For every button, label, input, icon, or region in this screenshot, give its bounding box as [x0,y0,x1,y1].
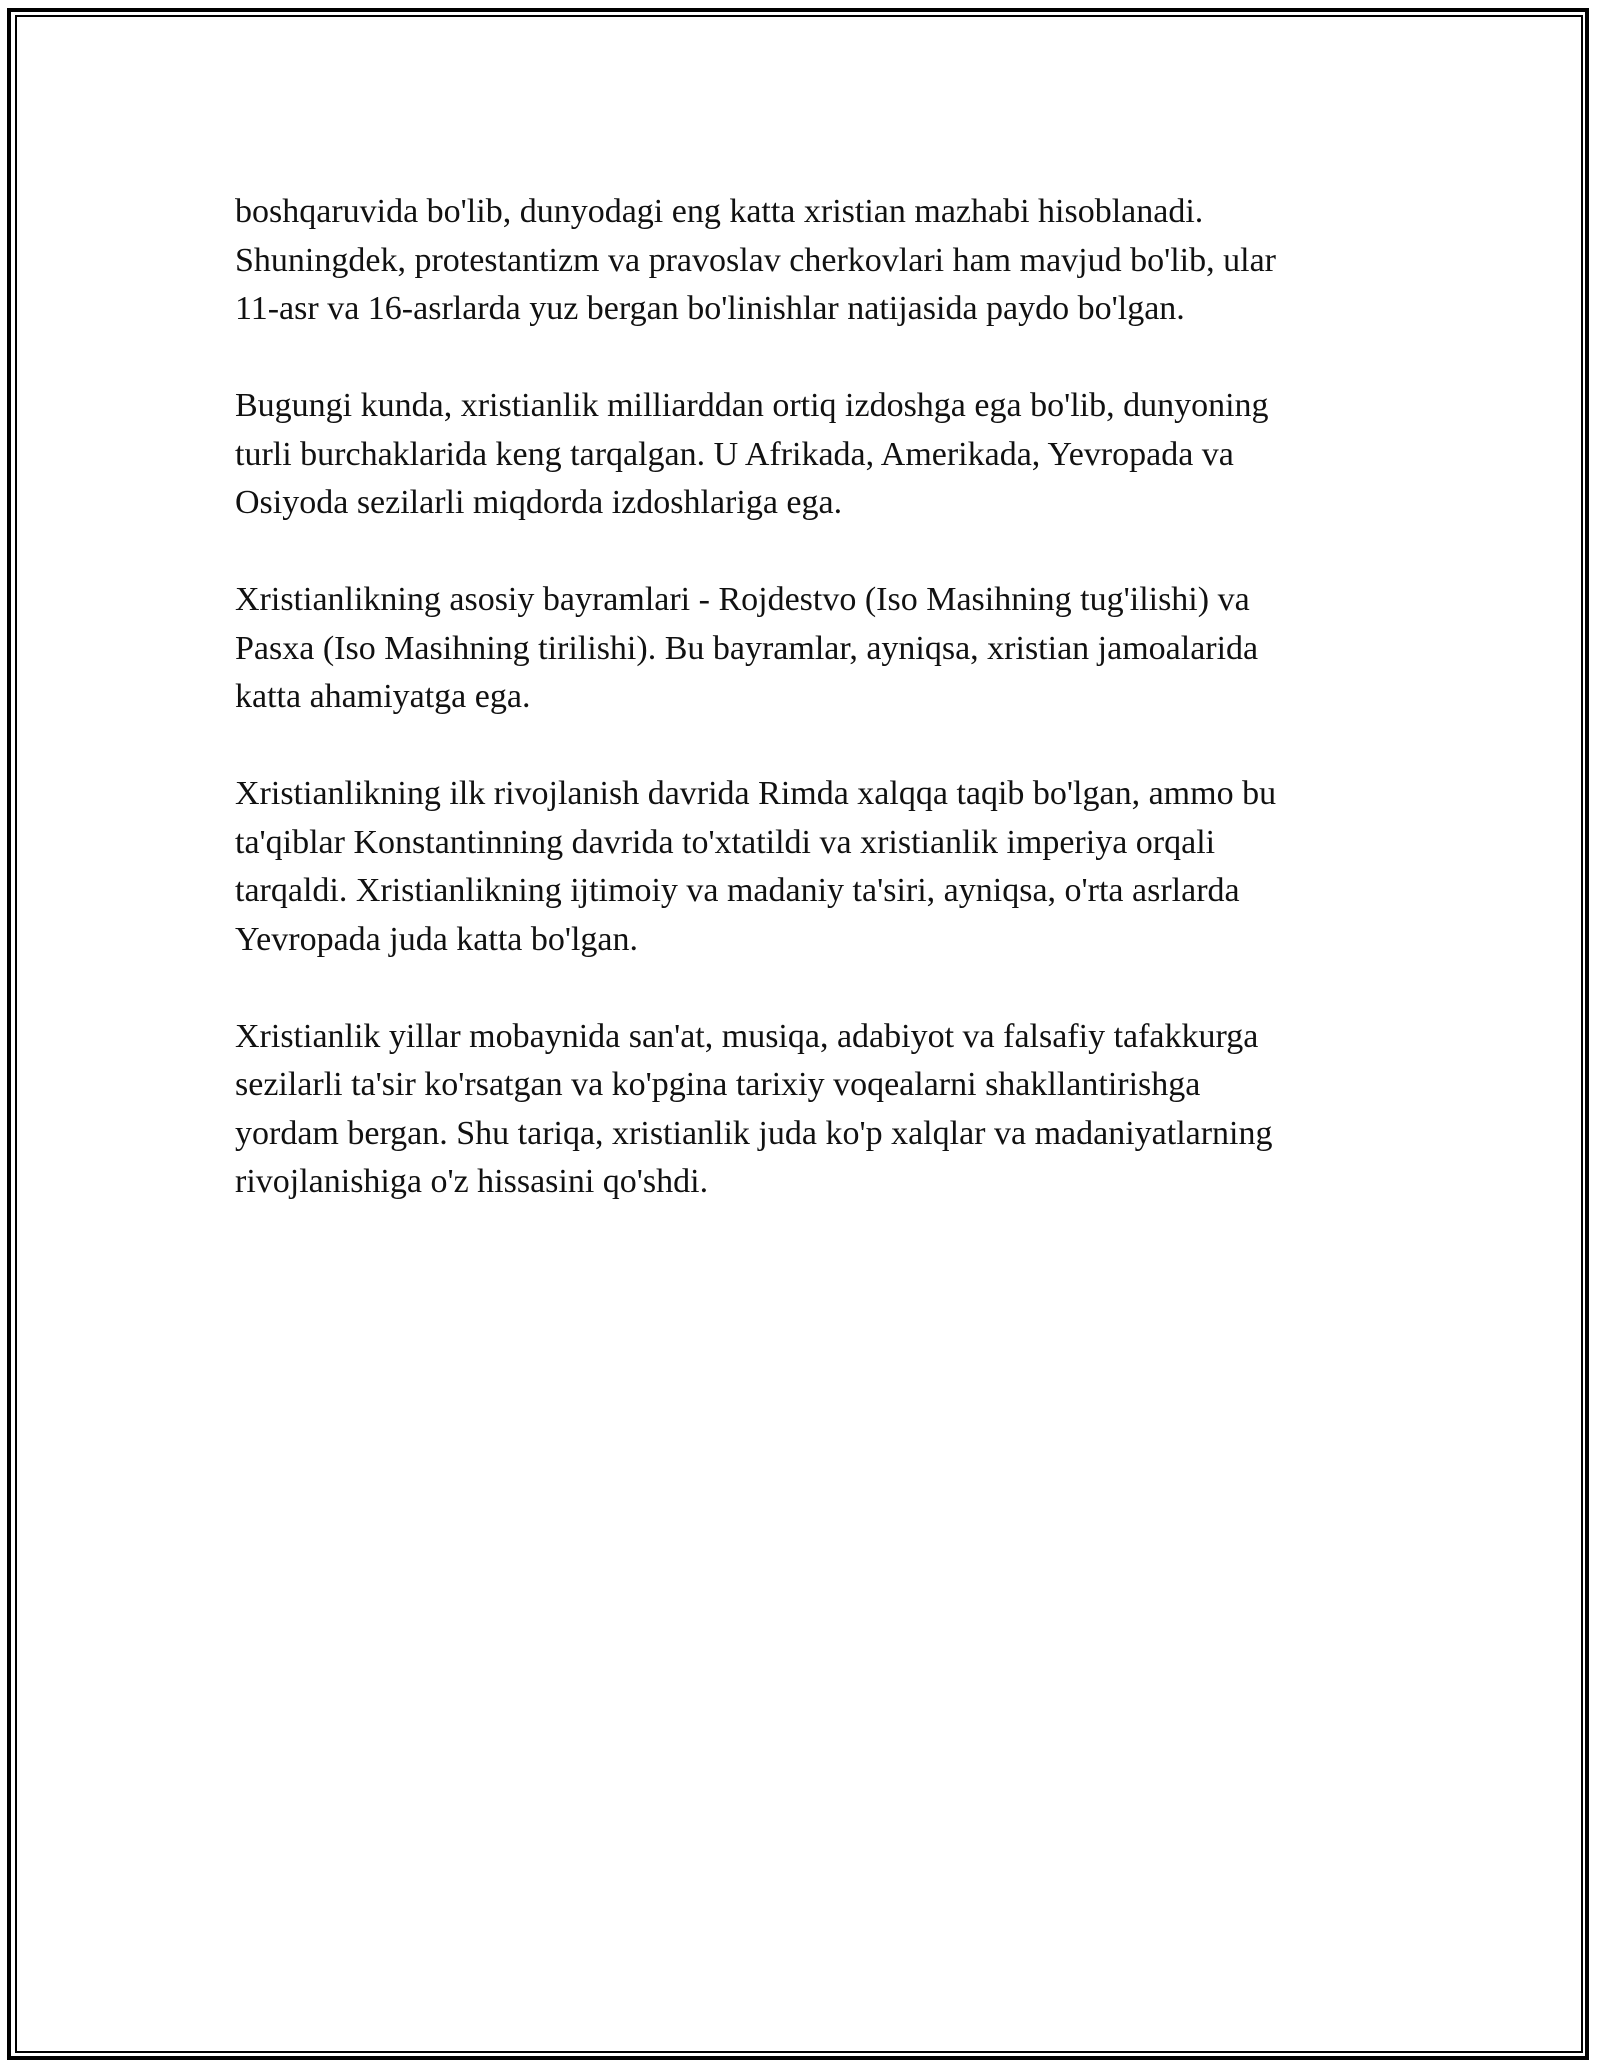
document-body [235,188,1395,1255]
paragraph-4: Xristianlikning ilk rivojlanish davrida Rimda xalqqa taqib bo'lgan, ammo bu ta'qiblar Konstantinning davrida to'xtatildi va xristianlik imperiya orqali tarqaldi. Xristianlikning ijtimoiy va madaniy ta'siri, ayniqsa, o'rta asrlarda Yevropada juda katta bo'lgan. [235,775,1277,958]
paragraph-5: Xristianlik yillar mobaynida san'at, musiqa, adabiyot va falsafiy tafakkurga sezilarli ta'sir ko'rsatgan va ko'pgina tarixiy voqealarni shakllantirishga yordam bergan. Shu tariqa, xristianlik juda ko'p xalqlar va madaniyatlarning rivojlanishiga o'z hissasini qo'shdi. [235,1017,1273,1200]
paragraph-1: boshqaruvida bo'lib, dunyodagi eng katta xristian mazhabi hisoblanadi. Shuningdek, protestantizm va pravoslav cherkovlari ham mavjud bo'lib, ular 11-asr va 16-asrlarda yuz bergan bo'linishlar natijasida paydo bo'lgan. [235,193,1276,327]
paragraph-3: Xristianlikning asosiy bayramlari - Rojdestvo (Iso Masihning tug'ilishi) va Pasxa (Iso Masihning tirilishi). Bu bayramlar, ayniqsa, xristian jamoalarida katta ahamiyatga ega. [235,581,1259,715]
paragraph-2: Bugungi kunda, xristianlik milliarddan ortiq izdoshga ega bo'lib, dunyoning turli burchaklarida keng tarqalgan. U Afrikada, Amerikada, Yevropada va Osiyoda sezilarli miqdorda izdoshlariga ega. [235,387,1269,521]
